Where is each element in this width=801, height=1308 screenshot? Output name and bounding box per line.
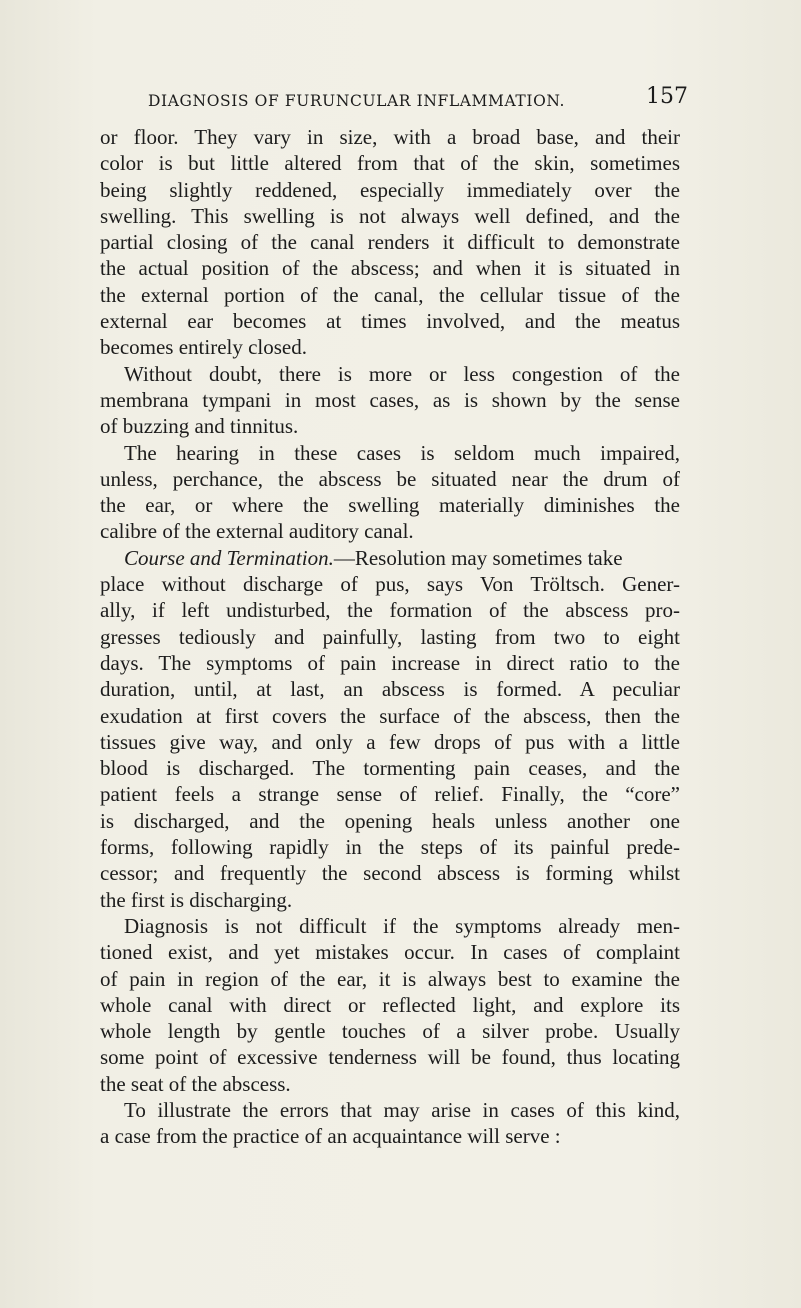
text-line: unless, perchance, the abscess be situated near the drum of <box>100 466 680 491</box>
text-line: ally, if left undisturbed, the formation of the abscess pro- <box>100 598 680 623</box>
text-line: of buzzing and tinnitus. <box>100 414 299 439</box>
section-heading: Course and Termination. <box>124 545 334 570</box>
text-line: days. The symptoms of pain increase in direct ratio to the <box>100 650 680 675</box>
text-line: or floor. They vary in size, with a broad base, and their <box>100 125 680 149</box>
text-line: the actual position of the abscess; and when it is situated in <box>100 256 680 281</box>
text-line: place without discharge of pus, says Von Tröltsch. Gener- <box>100 572 680 597</box>
text-line: To illustrate the errors that may arise in cases of this kind, <box>124 1097 680 1122</box>
running-title: DIAGNOSIS OF FURUNCULAR INFLAMMATION. <box>148 92 566 110</box>
running-head <box>148 84 688 116</box>
text-line: whole length by gentle touches of a silver probe. Usually <box>100 1019 680 1044</box>
text-line: exudation at first covers the surface of the abscess, then the <box>100 703 680 728</box>
text-line: Without doubt, there is more or less congestion of the <box>124 361 680 386</box>
text-line: blood is discharged. The tormenting pain ceases, and the <box>100 756 680 781</box>
text-line: of pain in region of the ear, it is always best to examine the <box>100 966 680 991</box>
text-line: partial closing of the canal renders it difficult to demonstrate <box>100 230 680 255</box>
text-line: forms, following rapidly in the steps of its painful prede- <box>100 835 680 860</box>
text-line: is discharged, and the opening heals unless another one <box>100 808 680 833</box>
text-line: Diagnosis is not difficult if the symptoms already men- <box>124 913 680 938</box>
text-line: becomes entirely closed. <box>100 335 308 360</box>
text-line: The hearing in these cases is seldom much impaired, <box>124 440 680 465</box>
text-line: being slightly reddened, especially immediately over the <box>100 177 680 202</box>
text-line: gresses tediously and painfully, lasting from two to eight <box>100 624 680 649</box>
text-line: tissues give way, and only a few drops of pus with a little <box>100 729 680 754</box>
body-text <box>100 124 680 1150</box>
text-line: patient feels a strange sense of relief. Finally, the “core” <box>100 782 680 807</box>
text-line: the seat of the abscess. <box>100 1071 291 1096</box>
text-line: some point of excessive tenderness will be found, thus locating <box>100 1045 680 1070</box>
text-line: the external portion of the canal, the cellular tissue of the <box>100 282 680 307</box>
text-line: tioned exist, and yet mistakes occur. In cases of complaint <box>100 940 680 965</box>
text-line: cessor; and frequently the second abscess is forming whilst <box>100 861 680 886</box>
section-heading-line <box>100 545 680 571</box>
text-line: swelling. This swelling is not always well defined, and the <box>100 203 680 228</box>
text-line: external ear becomes at times involved, and the meatus <box>100 309 680 334</box>
text-line: color is but little altered from that of the skin, sometimes <box>100 151 680 176</box>
text-line: membrana tympani in most cases, as is shown by the sense <box>100 387 680 412</box>
text-line: a case from the practice of an acquaintance will serve : <box>100 1124 561 1149</box>
text-line: duration, until, at last, an abscess is formed. A peculiar <box>100 677 680 702</box>
text-line: whole canal with direct or reflected light, and explore its <box>100 992 680 1017</box>
text-line: the ear, or where the swelling materially diminishes the <box>100 493 680 518</box>
text-line: calibre of the external auditory canal. <box>100 519 414 544</box>
text-fragment: —Resolution may sometimes take <box>333 545 623 570</box>
page-number: 157 <box>646 84 688 109</box>
text-line: the first is discharging. <box>100 887 293 912</box>
